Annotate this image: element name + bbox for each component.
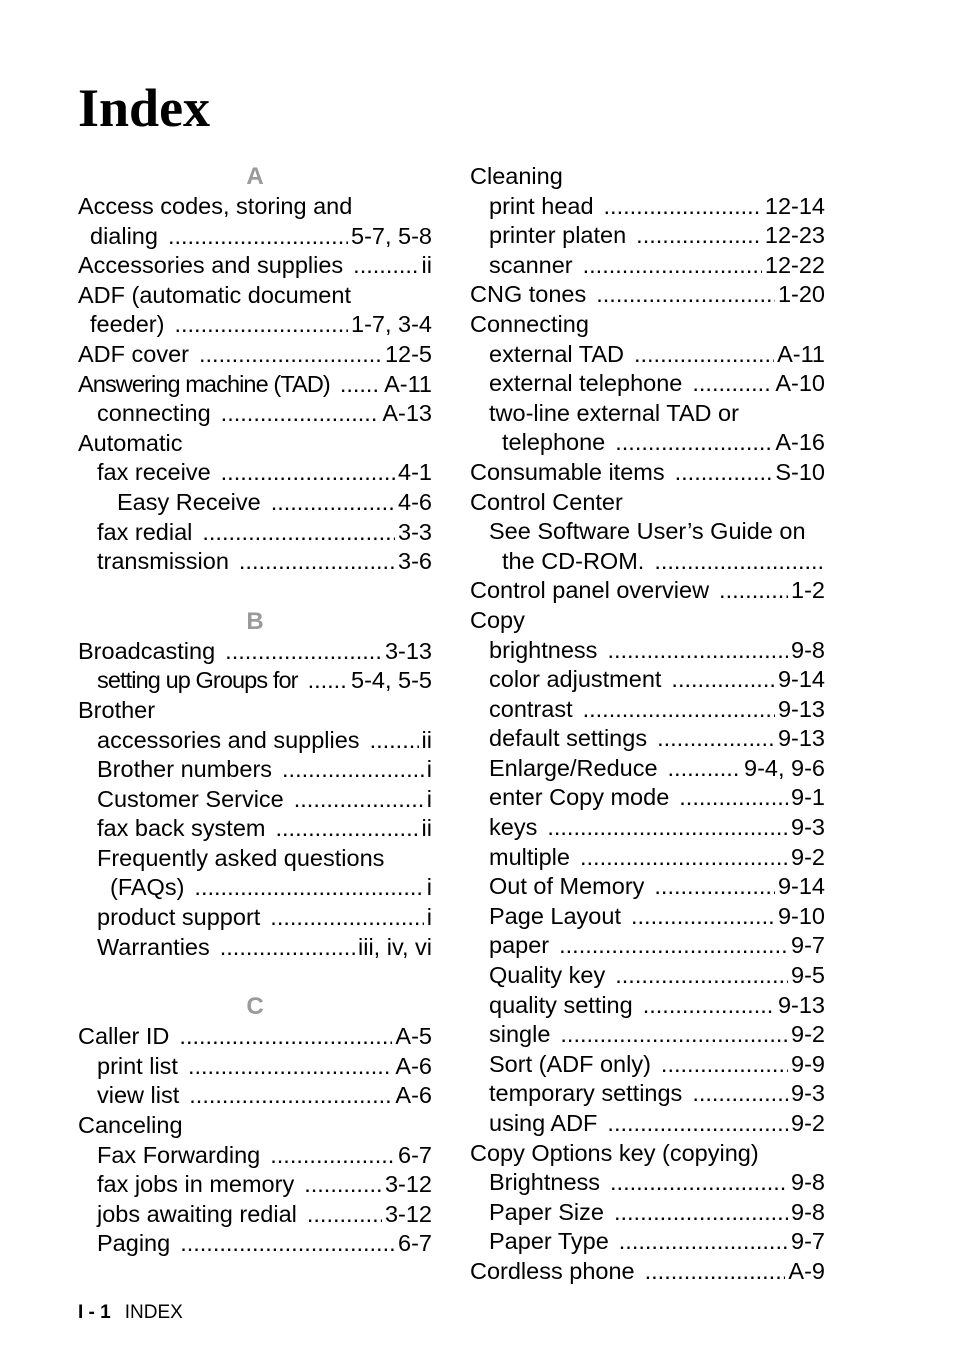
dot-leader (636, 221, 762, 251)
entry-label: Quality key (489, 962, 606, 989)
entry-page-ref: ii (421, 815, 432, 842)
dot-leader (580, 843, 788, 873)
entry-page-ref: A-9 (788, 1257, 825, 1284)
index-entry (78, 1081, 432, 1111)
entry-label: external TAD (489, 340, 624, 367)
dot-leader (307, 1200, 382, 1230)
entry-page-ref: A-11 (384, 370, 432, 397)
entry-label: Brightness (489, 1169, 601, 1196)
entry-label: Paper Size (489, 1198, 604, 1225)
entry-label: Copy (470, 606, 525, 633)
dot-leader (271, 488, 395, 518)
index-entry (78, 518, 432, 548)
dot-leader (675, 458, 773, 488)
entry-label: Page Layout (489, 902, 621, 929)
entry-page-ref: 9-8 (791, 636, 825, 663)
entry-page-ref: 4-1 (398, 459, 432, 486)
entry-page-ref: 9-2 (791, 1110, 825, 1136)
entry-label: paper (489, 932, 550, 959)
entry-page-ref: S-10 (775, 458, 825, 485)
entry-page-ref: 3-3 (398, 518, 432, 545)
index-entry (78, 251, 432, 281)
index-entry (470, 843, 825, 873)
index-entry (78, 726, 432, 756)
index-entry (470, 488, 825, 518)
index-entry (470, 162, 825, 192)
index-entry (78, 310, 432, 340)
entry-page-ref: 9-14 (777, 666, 825, 693)
entry-label: multiple (489, 843, 570, 870)
dot-leader (174, 310, 348, 340)
entry-label: Consumable items (470, 458, 665, 485)
index-entry (78, 370, 432, 400)
entry-label: scanner (489, 251, 573, 278)
index-entry (470, 1227, 825, 1257)
index-entry (470, 340, 825, 370)
entry-label: See Software User’s Guide on (489, 518, 806, 545)
entry-page-ref: iii, iv, vi (358, 933, 432, 960)
index-entry (470, 280, 825, 310)
entry-label: CNG tones (470, 281, 587, 308)
entry-page-ref: 9-13 (777, 725, 825, 752)
dot-leader (679, 783, 788, 813)
index-entry (78, 873, 432, 903)
dot-leader (221, 399, 380, 429)
index-entry (470, 991, 825, 1021)
entry-page-ref: A-6 (395, 1082, 432, 1109)
index-entry (470, 1079, 825, 1109)
index-entry (78, 1022, 432, 1052)
dot-leader (692, 1079, 788, 1109)
dot-leader (671, 665, 775, 695)
index-entry (78, 547, 432, 577)
entry-label: the CD-ROM. (502, 547, 645, 574)
entry-label: transmission (97, 548, 229, 575)
entry-label: fax jobs in memory (97, 1171, 295, 1198)
dot-leader (308, 666, 348, 696)
dot-leader (661, 1050, 788, 1080)
dot-leader (634, 340, 774, 370)
entry-label: two-line external TAD or (489, 399, 739, 426)
entry-label: printer platen (489, 222, 627, 249)
index-entry (78, 696, 432, 726)
entry-page-ref: ii (421, 726, 432, 753)
dot-leader (340, 370, 381, 400)
index-entry (78, 903, 432, 933)
dot-leader (643, 991, 775, 1021)
dot-leader (353, 251, 418, 281)
entry-label: brightness (489, 636, 598, 663)
entry-page-ref: i (426, 874, 432, 901)
dot-leader (202, 518, 395, 548)
index-entry (78, 281, 432, 311)
entry-page-ref: i (426, 904, 432, 931)
entry-label: print head (489, 192, 594, 219)
index-section-letter: A (246, 163, 264, 190)
entry-page-ref: A-10 (775, 370, 825, 397)
entry-label: Control panel overview (470, 577, 710, 604)
entry-page-ref: 5-7, 5-8 (351, 222, 432, 249)
dot-leader (179, 1022, 392, 1052)
index-entry (470, 902, 825, 932)
dot-leader (304, 1170, 382, 1200)
entry-label: Frequently asked questions (97, 844, 385, 871)
dot-leader (225, 637, 382, 667)
index-entry (78, 1141, 432, 1171)
index-entry (470, 1050, 825, 1080)
index-column-right (470, 162, 825, 1287)
dot-leader (270, 903, 423, 933)
dot-leader (199, 340, 382, 370)
index-entry (78, 755, 432, 785)
index-entry (78, 785, 432, 815)
entry-page-ref: 9-8 (791, 1198, 825, 1225)
entry-page-ref: 9-3 (791, 814, 825, 841)
index-entry (78, 340, 432, 370)
entry-page-ref: 9-8 (791, 1169, 825, 1196)
entry-label: Access codes, storing and (78, 193, 353, 219)
entry-label: Caller ID (78, 1023, 170, 1050)
entry-label: external telephone (489, 370, 683, 397)
dot-leader (615, 961, 788, 991)
index-entry (78, 814, 432, 844)
entry-label: Cordless phone (470, 1257, 635, 1284)
dot-leader (614, 1198, 788, 1228)
entry-label: ADF cover (78, 340, 189, 367)
entry-page-ref: A-16 (775, 429, 825, 456)
index-entry (470, 192, 825, 222)
index-entry (470, 783, 825, 813)
entry-page-ref: 9-13 (777, 991, 825, 1018)
entry-label: Enlarge/Reduce (489, 754, 658, 781)
section-spacer (78, 577, 432, 607)
entry-label: keys (489, 814, 538, 841)
index-entry (470, 369, 825, 399)
entry-page-ref: 12-22 (764, 251, 825, 278)
entry-label: Brother (78, 696, 156, 723)
entry-label: Customer Service (97, 785, 284, 812)
entry-label: dialing (90, 222, 158, 249)
index-entry (470, 458, 825, 488)
footer-page-number: I - 1 (78, 1302, 111, 1323)
entry-page-ref: 3-12 (384, 1200, 432, 1227)
index-entry (78, 637, 432, 667)
dot-leader (221, 458, 395, 488)
entry-page-ref: 6-7 (398, 1230, 432, 1257)
dot-leader (631, 902, 775, 932)
entry-page-ref: 1-2 (791, 577, 825, 604)
entry-page-ref: ii (421, 252, 432, 279)
index-entry (78, 1170, 432, 1200)
entry-label: fax redial (97, 518, 193, 545)
dot-leader (194, 873, 423, 903)
entry-label: Broadcasting (78, 637, 216, 664)
entry-page-ref: A-6 (395, 1052, 432, 1079)
entry-page-ref: 12-23 (764, 222, 825, 249)
entry-page-ref: 12-14 (764, 192, 825, 219)
entry-label: fax back system (97, 815, 266, 842)
entry-label: contrast (489, 695, 573, 722)
entry-label: single (489, 1021, 551, 1048)
dot-leader (610, 1168, 788, 1198)
index-entry (470, 310, 825, 340)
index-entry (78, 933, 432, 963)
entry-label: Accessories and supplies (78, 252, 344, 279)
entry-label: Automatic (78, 429, 183, 456)
index-entry (78, 399, 432, 429)
entry-page-ref: 9-14 (777, 873, 825, 900)
entry-label: Canceling (78, 1112, 183, 1139)
dot-leader (619, 1227, 788, 1257)
dot-leader (654, 547, 822, 577)
index-entry (470, 428, 825, 458)
index-entry (470, 576, 825, 606)
entry-label: jobs awaiting redial (97, 1200, 297, 1227)
entry-page-ref: A-5 (395, 1023, 432, 1050)
index-entry (78, 1200, 432, 1230)
index-column-left (78, 162, 432, 1259)
entry-page-ref: 12-5 (384, 340, 432, 367)
dot-leader (282, 755, 424, 785)
index-entry (470, 636, 825, 666)
entry-page-ref: 9-3 (791, 1080, 825, 1107)
entry-label: Control Center (470, 488, 623, 515)
dot-leader (657, 724, 775, 754)
entry-page-ref: A-13 (382, 400, 432, 427)
index-entry (470, 813, 825, 843)
dot-leader (188, 1052, 392, 1082)
dot-leader (654, 872, 775, 902)
dot-leader (615, 428, 772, 458)
dot-leader (607, 1109, 788, 1139)
footer-section-label: INDEX (124, 1302, 183, 1323)
entry-label: color adjustment (489, 666, 662, 693)
dot-leader (294, 785, 424, 815)
entry-page-ref: 9-2 (791, 1021, 825, 1048)
index-entry (470, 724, 825, 754)
index-entry (78, 1111, 432, 1141)
index-entry (78, 1229, 432, 1259)
dot-leader (220, 933, 355, 963)
entry-page-ref: 9-7 (791, 1228, 825, 1255)
dot-leader (607, 636, 788, 666)
entry-label: Warranties (97, 933, 210, 960)
entry-page-ref: 9-10 (777, 902, 825, 929)
entry-label: Paper Type (489, 1228, 609, 1255)
index-entry (78, 488, 432, 518)
entry-label: (FAQs) (110, 874, 185, 901)
dot-leader (370, 726, 419, 756)
index-entry (470, 251, 825, 281)
entry-page-ref: 1-7, 3-4 (351, 311, 432, 338)
index-entry (470, 872, 825, 902)
entry-label: Cleaning (470, 163, 563, 189)
entry-label: temporary settings (489, 1080, 683, 1107)
entry-label: ADF (automatic document (78, 281, 351, 308)
entry-page-ref: 6-7 (398, 1141, 432, 1168)
entry-label: product support (97, 904, 261, 931)
dot-leader (560, 1020, 788, 1050)
index-entry (470, 1020, 825, 1050)
entry-label: Easy Receive (117, 488, 261, 515)
index-entry (470, 1257, 825, 1287)
index-entry (78, 1052, 432, 1082)
entry-label: using ADF (489, 1110, 598, 1136)
entry-label: telephone (502, 429, 606, 456)
index-entry (470, 1198, 825, 1228)
entry-page-ref: 9-9 (791, 1050, 825, 1077)
entry-label: setting up Groups for (97, 667, 298, 694)
entry-page-ref: i (426, 756, 432, 783)
entry-page-ref: 3-13 (384, 637, 432, 664)
dot-leader (275, 814, 418, 844)
entry-page-ref: 9-13 (777, 695, 825, 722)
entry-page-ref: 3-12 (384, 1171, 432, 1198)
page-title: Index (78, 78, 211, 138)
index-entry (470, 1139, 825, 1169)
entry-label: enter Copy mode (489, 784, 670, 811)
index-entry (470, 961, 825, 991)
entry-label: Paging (97, 1230, 171, 1257)
entry-page-ref: 9-1 (791, 784, 825, 811)
dot-leader (559, 931, 788, 961)
index-entry (470, 547, 825, 577)
index-section-letter: C (246, 993, 264, 1021)
entry-page-ref: 3-6 (398, 548, 432, 575)
index-entry (470, 665, 825, 695)
entry-label: accessories and supplies (97, 726, 360, 753)
dot-leader (583, 251, 762, 281)
index-entry (78, 192, 432, 222)
dot-leader (583, 695, 775, 725)
entry-page-ref: 9-2 (791, 843, 825, 870)
index-entry (470, 221, 825, 251)
dot-leader (270, 1141, 395, 1171)
index-entry (470, 517, 825, 547)
index-entry (470, 1168, 825, 1198)
index-entry (470, 931, 825, 961)
entry-label: Copy Options key (copying) (470, 1139, 759, 1166)
dot-leader (547, 813, 788, 843)
index-entry (78, 844, 432, 874)
entry-label: Connecting (470, 310, 589, 337)
index-entry (78, 458, 432, 488)
entry-label: feeder) (90, 311, 165, 338)
dot-leader (168, 222, 348, 252)
index-entry (78, 666, 432, 696)
index-entry (470, 754, 825, 784)
index-entry (470, 399, 825, 429)
entry-label: Sort (ADF only) (489, 1050, 651, 1077)
entry-label: Brother numbers (97, 756, 273, 783)
dot-leader (596, 280, 775, 310)
entry-label: fax receive (97, 459, 211, 486)
entry-label: Out of Memory (489, 873, 645, 900)
entry-page-ref: 9-5 (791, 962, 825, 989)
index-section-letter: B (246, 607, 264, 635)
entry-label: view list (97, 1082, 180, 1109)
dot-leader (239, 547, 395, 577)
page-footer (78, 1300, 183, 1326)
index-entry (78, 429, 432, 459)
entry-label: Fax Forwarding (97, 1141, 261, 1168)
index-entry (470, 606, 825, 636)
dot-leader (692, 369, 772, 399)
dot-leader (645, 1257, 786, 1287)
entry-page-ref: 4-6 (398, 488, 432, 515)
dot-leader (719, 576, 788, 606)
entry-label: print list (97, 1052, 178, 1079)
entry-page-ref: 9-7 (791, 932, 825, 959)
entry-label: connecting (97, 400, 211, 427)
entry-page-ref: i (426, 785, 432, 812)
dot-leader (180, 1229, 395, 1259)
index-entry (470, 695, 825, 725)
dot-leader (189, 1081, 392, 1111)
index-entry (78, 222, 432, 252)
entry-page-ref: 5-4, 5-5 (351, 667, 432, 694)
section-spacer (78, 962, 432, 992)
entry-label: quality setting (489, 991, 633, 1018)
entry-page-ref: A-11 (777, 340, 825, 367)
dot-leader (604, 192, 762, 222)
dot-leader (668, 754, 741, 784)
index-entry (470, 1109, 825, 1139)
entry-label: default settings (489, 725, 648, 752)
entry-page-ref: 9-4, 9-6 (744, 754, 825, 781)
entry-page-ref: 1-20 (777, 281, 825, 308)
entry-label: Answering machine (TAD) (78, 370, 330, 397)
